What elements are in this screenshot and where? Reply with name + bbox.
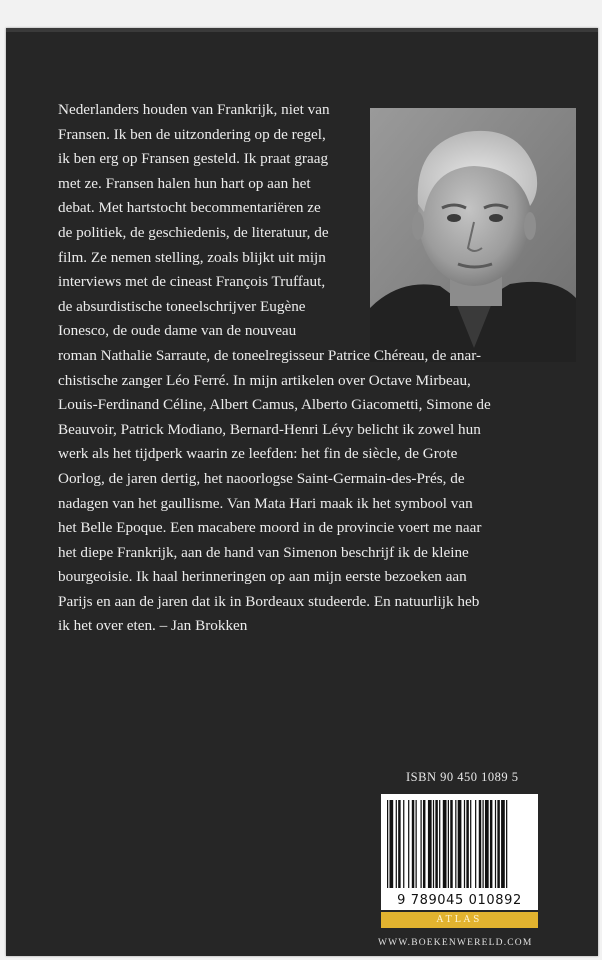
barcode-bar xyxy=(450,800,452,888)
barcode-bars xyxy=(381,794,538,890)
blurb-line: Nederlanders houden van Frankrijk, niet van xyxy=(58,101,330,118)
barcode-bar xyxy=(433,800,434,888)
barcode-bar xyxy=(435,800,437,888)
blurb-line: debat. Met hartstocht becommentariëren ze xyxy=(58,199,321,217)
blurb-line: roman Nathalie Sarraute, de toneelregisseur Patrice Chéreau, de anar- xyxy=(58,346,482,364)
barcode-bar xyxy=(485,800,489,888)
barcode-bar xyxy=(479,800,481,888)
blurb-line: met ze. Fransen halen hun hart op aan het xyxy=(58,174,311,192)
barcode-bar xyxy=(497,800,499,888)
publisher-logo: ATLAS xyxy=(381,912,538,928)
barcode-bar xyxy=(396,800,397,888)
blurb-line: Louis-Ferdinand Céline, Albert Camus, Alberto Giacometti, Simone de xyxy=(58,396,491,414)
blurb-line: het Belle Epoque. Een macabere moord in de provincie voert me naar xyxy=(58,519,482,537)
barcode-bar xyxy=(428,800,432,888)
barcode-bar xyxy=(416,800,417,888)
blurb-line: ik het over eten. – Jan Brokken xyxy=(58,617,248,635)
barcode-bar xyxy=(443,800,447,888)
isbn-label: ISBN 90 450 1089 5 xyxy=(406,770,519,784)
barcode-bar xyxy=(412,800,414,888)
blurb-line: bourgeoisie. Ik haal herinneringen op aan mijn eerste bezoeken aan xyxy=(58,568,467,586)
barcode-bar xyxy=(501,800,505,888)
blurb-line: Parijs en aan de jaren dat ik in Bordeaux studeerde. En natuurlijk heb xyxy=(58,592,480,610)
barcode-bar xyxy=(403,800,404,888)
barcode-bar xyxy=(490,800,492,888)
barcode-bar xyxy=(439,800,440,888)
barcode-bar xyxy=(423,800,425,888)
barcode-bar xyxy=(389,800,393,888)
barcode-bar xyxy=(448,800,449,888)
blurb-line: Fransen. Ik ben de uitzondering op de regel, xyxy=(58,125,326,143)
blurb-line: werk als het tijdperk waarin ze leefden: het fin de siècle, de Grote xyxy=(58,445,458,463)
barcode xyxy=(381,794,538,910)
blurb-line: de absurdistische toneelschrijver Eugène xyxy=(58,297,306,315)
barcode-bar xyxy=(455,800,456,888)
barcode-bar xyxy=(398,800,400,888)
blurb-line: interviews met de cineast François Truffaut, xyxy=(58,273,326,291)
blurb-line: het diepe Frankrijk, aan de hand van Simenon beschrijf ik de kleine xyxy=(58,543,469,561)
barcode-bar xyxy=(482,800,483,888)
barcode-bar xyxy=(475,800,476,888)
publisher-website: WWW.BOEKENWERELD.COM xyxy=(378,938,533,948)
blurb-line: Ionesco, de oude dame van de nouveau xyxy=(58,322,297,340)
book-back-cover xyxy=(6,28,598,956)
barcode-bar xyxy=(506,800,507,888)
barcode-bar xyxy=(408,800,409,888)
barcode-bar xyxy=(458,800,462,888)
back-cover-blurb xyxy=(58,98,570,639)
barcode-bar xyxy=(470,800,471,888)
blurb-line: chistische zanger Léo Ferré. In mijn artikelen over Octave Mirbeau, xyxy=(58,371,471,389)
barcode-digits: 9 789045 010892 xyxy=(397,893,522,908)
barcode-bar xyxy=(464,800,465,888)
blurb-line: film. Ze nemen stelling, zoals blijkt uit mijn xyxy=(58,248,326,266)
barcode-bar xyxy=(495,800,496,888)
blurb-line: Beauvoir, Patrick Modiano, Bernard-Henri Lévy belicht ik zowel hun xyxy=(58,420,481,438)
barcode-bar xyxy=(466,800,468,888)
blurb-line: ik ben erg op Fransen gesteld. Ik praat graag xyxy=(58,150,329,168)
blurb-line: nadagen van het gaullisme. Van Mata Hari maak ik het symbool van xyxy=(58,494,473,512)
blurb-line: Oorlog, de jaren dertig, het naoorlogse Saint-Germain-des-Prés, de xyxy=(58,469,465,487)
barcode-bar xyxy=(420,800,421,888)
blurb-line: de politiek, de geschiedenis, de literatuur, de xyxy=(58,223,329,241)
barcode-bar xyxy=(387,800,388,888)
